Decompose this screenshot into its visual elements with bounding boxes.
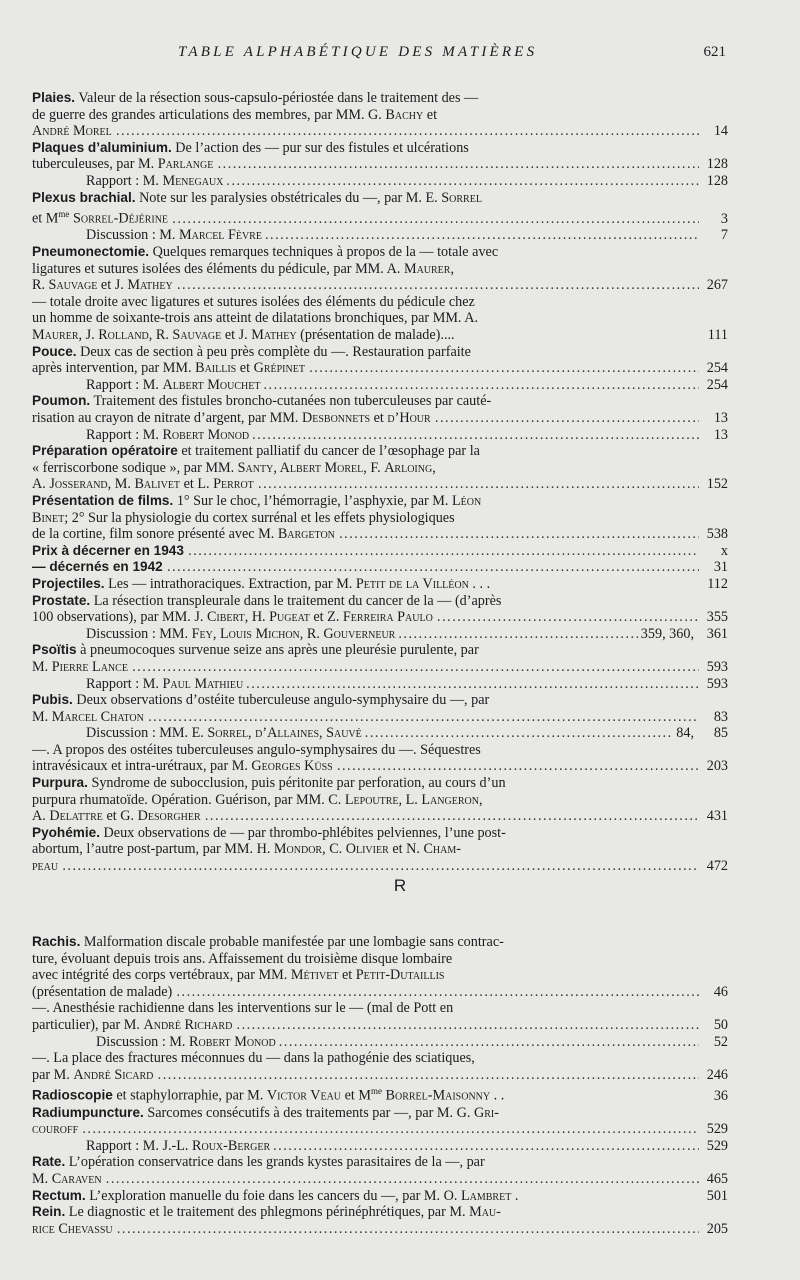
index-entry-pubis: Pubis. Deux observations d’ostéite tuberculeuse angulo-symphysaire du —, par M. Marcel Chaton ..... 83 [32, 692, 728, 725]
section-letter: R [393, 876, 407, 895]
page-ref: 254 [706, 376, 728, 393]
entry-keyword: Purpura. [32, 775, 88, 791]
index-entry-pyohemie: Pyohémie. Deux observations de — par thrombo-phlébites pelviennes, l’une post- abortum, l’autre post-partum, par MM. H. Mondor, C. Olivier et N. Cham- peau ..... 472 [32, 825, 728, 875]
discussion-line: Discussion : M. Marcel Fèvre ..... 7 [32, 227, 728, 244]
page-ref: 128 [706, 172, 728, 189]
page-ref: 529 [706, 1137, 728, 1154]
index-entry-poumon: Poumon. Traitement des fistules broncho-cutanées non tuberculeuses par cauté- risation au crayon de nitrate d’argent, par MM. Desbonnets et d’Hour ..... 13 [32, 393, 728, 426]
discussion-line: Discussion : MM. Fey, Louis Michon, R. Gouverneur ..... 359, 360, 361 [32, 626, 728, 643]
index-entry-rein: Rein. Le diagnostic et le traitement des phlegmons périnéphrétiques, par M. Mau- rice Chevassu ..... 205 [32, 1204, 728, 1237]
page-ref: 593 [706, 658, 728, 675]
index-entry-plaques-aluminium: Plaques d’aluminium. De l’action des — pur sur des fistules et ulcérations tuberculeuses, par M. Parlange ..... 128 [32, 140, 728, 173]
index-entry-pneumonectomie: Pneumonectomie. Quelques remarques techniques à propos de la — totale avec ligatures et sutures isolées des éléments du pédicule, par MM. A. Maurer, R. Sauvage et J. Mathey ..... 267 [32, 244, 728, 294]
page-ref: 111 [707, 327, 728, 344]
entry-keyword: Radioscopie [32, 1088, 113, 1104]
page-number: 621 [703, 44, 726, 60]
report-line: Rapport : M. Robert Monod ..... 13 [32, 427, 728, 444]
page-ref: 538 [706, 526, 728, 543]
page-ref: 205 [706, 1220, 728, 1237]
index-entry-rachis-fractures: —. La place des fractures méconnues du — dans la pathogénie des sciatiques, par M. André Sicard ..... 246 [32, 1050, 728, 1083]
running-header [0, 44, 800, 66]
index-entry-radioscopie: Radioscopie et staphylorraphie, par M. Victor Veau et $M^{me}$ Borrel-Maisonny . . 36 [32, 1086, 728, 1105]
index-entry-rate: Rate. L’opération conservatrice dans les grands kystes parasitaires de la —, par M. Caraven ..... 465 [32, 1154, 728, 1187]
page-ref: 31 [713, 559, 728, 576]
entry-keyword: Préparation opératoire [32, 443, 178, 459]
index-entry-prix-1943 [32, 543, 728, 560]
page-ref: 50 [713, 1016, 728, 1033]
page-ref: 267 [706, 277, 728, 294]
page-ref: 472 [706, 858, 728, 875]
entry-keyword: Pubis. [32, 692, 73, 708]
page-ref: x [720, 542, 728, 559]
page-ref: 7 [720, 227, 728, 244]
page-ref: 203 [706, 758, 728, 775]
entry-keyword: Plaies. [32, 90, 76, 105]
entry-keyword: Pneumonectomie. [32, 244, 150, 260]
entry-keyword: Rectum. [32, 1187, 86, 1203]
page-ref: 14 [713, 123, 728, 140]
index-entry-purpura: Purpura. Syndrome de subocclusion, puis péritonite par perforation, au cours d’un purpura rhumatoïde. Opération. Guérison, par MM. C. Lepoutre, L. Langeron, A. Delattre et G. Desorgher ..... 431 [32, 775, 728, 825]
report-line: Rapport : M. J.-L. Roux-Berger ..... 529 [32, 1138, 728, 1155]
report-line: Rapport : M. Paul Mathieu ..... 593 [32, 676, 728, 693]
entry-keyword: Présentation de films. [32, 492, 174, 508]
page-ref: 85 [713, 725, 728, 742]
page-ref: 465 [706, 1171, 728, 1188]
page-ref: 355 [706, 609, 728, 626]
page-ref: 501 [706, 1187, 728, 1204]
index-entry-plexus-brachial: Plexus brachial. Note sur les paralysies obstétricales du —, par M. E. Sorrel et $M^{me}$ Sorrel-Déjérine ..... 3 [32, 190, 728, 228]
page-ref: 112 [707, 575, 728, 592]
page-ref: 83 [713, 708, 728, 725]
entry-keyword: Plexus brachial. [32, 189, 136, 205]
page-ref: 13 [713, 426, 728, 443]
page-ref: 152 [706, 476, 728, 493]
index-entry-presentation-films: Présentation de films. 1° Sur le choc, l’hémorragie, l’asphyxie, par M. Léon Binet; 2° Sur la physiologie du cortex surrénal et les effets physiologiques de la cortine, film sonore présenté avec M. Bargeton ..... 538 [32, 493, 728, 543]
entry-keyword: Prix à décerner en 1943 [32, 542, 184, 558]
index-entry-projectiles: Projectiles. Les — intrathoraciques. Extraction, par M. Petit de la Villéon . . . 112 [32, 575, 728, 592]
running-title: TABLE ALPHABÉTIQUE DES MATIÈRES [178, 44, 538, 60]
entry-keyword: — décernés en 1942 [32, 559, 163, 575]
page-ref: 3 [720, 210, 728, 227]
entry-keyword: Prostate. [32, 592, 91, 608]
index-entry-pubis-sub: —. A propos des ostéites tuberculeuses angulo-symphysaires du —. Séquestres intravésicaux et intra-urétraux, par M. Georges Küss ..... 203 [32, 742, 728, 775]
discussion-line: Discussion : M. Robert Monod ..... 52 [32, 1034, 728, 1051]
index-entry-rachis: Rachis. Malformation discale probable manifestée par une lombagie sans contrac- ture, évoluant depuis trois ans. Affaissement du troisième disque lombaire avec intégrité des corps vertébraux, par MM. Métivet et Petit-Dutaillis (présentation de malade) ..... 46 [32, 934, 728, 1000]
entry-keyword: Projectiles. [32, 575, 105, 591]
entry-keyword: Rate. [32, 1154, 66, 1170]
index-entry-rachis-anesthesie: —. Anesthésie rachidienne dans les interventions sur le — (mal de Pott en particulier), par M. André Richard ..... 50 [32, 1000, 728, 1033]
index-entry-psoitis: Psoïtis à pneumocoques survenue seize ans après une pleurésie purulente, par M. Pierre Lance ..... 593 [32, 642, 728, 675]
entry-keyword: Pyohémie. [32, 824, 100, 840]
page-ref: 529 [706, 1121, 728, 1138]
entry-keyword: Pouce. [32, 343, 77, 359]
entry-keyword: Plaques d’aluminium. [32, 139, 172, 155]
index-entry-plaies: Plaies. Valeur de la résection sous-capsulo-périostée dans le traitement des — de guerre des grandes articulations des membres, par MM. G. Bachy et André Morel ..... 14 [32, 90, 728, 140]
index-entry-radiumpuncture: Radiumpuncture. Sarcomes consécutifs à des traitements par —, par M. G. Gri- couroff ..... 529 [32, 1105, 728, 1138]
page-ref: 593 [706, 675, 728, 692]
report-line: Rapport : M. Menegaux ..... 128 [32, 173, 728, 190]
page-ref: 36 [713, 1088, 728, 1105]
index-section-r [32, 934, 728, 1237]
page-ref: 361 [706, 625, 728, 642]
page-ref: 254 [706, 360, 728, 377]
page-ref: 13 [713, 410, 728, 427]
entry-keyword: Rein. [32, 1204, 66, 1220]
entry-keyword: Poumon. [32, 393, 91, 409]
entry-keyword: Radiumpuncture. [32, 1104, 144, 1120]
index-entry-pneumonectomie-sub: — totale droite avec ligatures et sutures isolées des éléments du pédicule chez un homme de soixante-trois ans atteint de dilatations bronchiques, par MM. A. Maurer, J. Rolland, R. Sauvage et J. Mathey (présentation de malade).... 111 [32, 293, 728, 344]
index-entry-prix-1942 [32, 559, 728, 576]
page-ref: 128 [706, 156, 728, 173]
page-ref: 431 [706, 808, 728, 825]
page-ref: 52 [713, 1033, 728, 1050]
index-entry-preparation-operatoire: Préparation opératoire et traitement palliatif du cancer de l’œsophage par la « ferriscorbone sodique », par MM. Santy, Albert Morel, F. Arloing, A. Josserand, M. Balivet et L. Perrot ..... 152 [32, 443, 728, 493]
index-section-p [32, 90, 728, 875]
index-entry-rectum: Rectum. L’exploration manuelle du foie dans les cancers du —, par M. O. Lambret . 501 [32, 1187, 728, 1204]
index-entry-pouce: Pouce. Deux cas de section à peu près complète du —. Restauration parfaite après intervention, par MM. Baillis et Grépinet ..... 254 [32, 344, 728, 377]
report-line: Rapport : M. Albert Mouchet ..... 254 [32, 377, 728, 394]
entry-keyword: Rachis. [32, 934, 81, 949]
page-ref: 46 [713, 983, 728, 1000]
entry-keyword: Psoïtis [32, 642, 77, 658]
page-ref: 246 [706, 1066, 728, 1083]
discussion-line: Discussion : MM. E. Sorrel, d’Allaines, Sauvé ..... 84, 85 [32, 725, 728, 742]
index-entry-prostate: Prostate. La résection transpleurale dans le traitement du cancer de la — (d’après 100 observations), par MM. J. Cibert, H. Pugeat et Z. Ferreira Paulo ..... 355 [32, 593, 728, 626]
